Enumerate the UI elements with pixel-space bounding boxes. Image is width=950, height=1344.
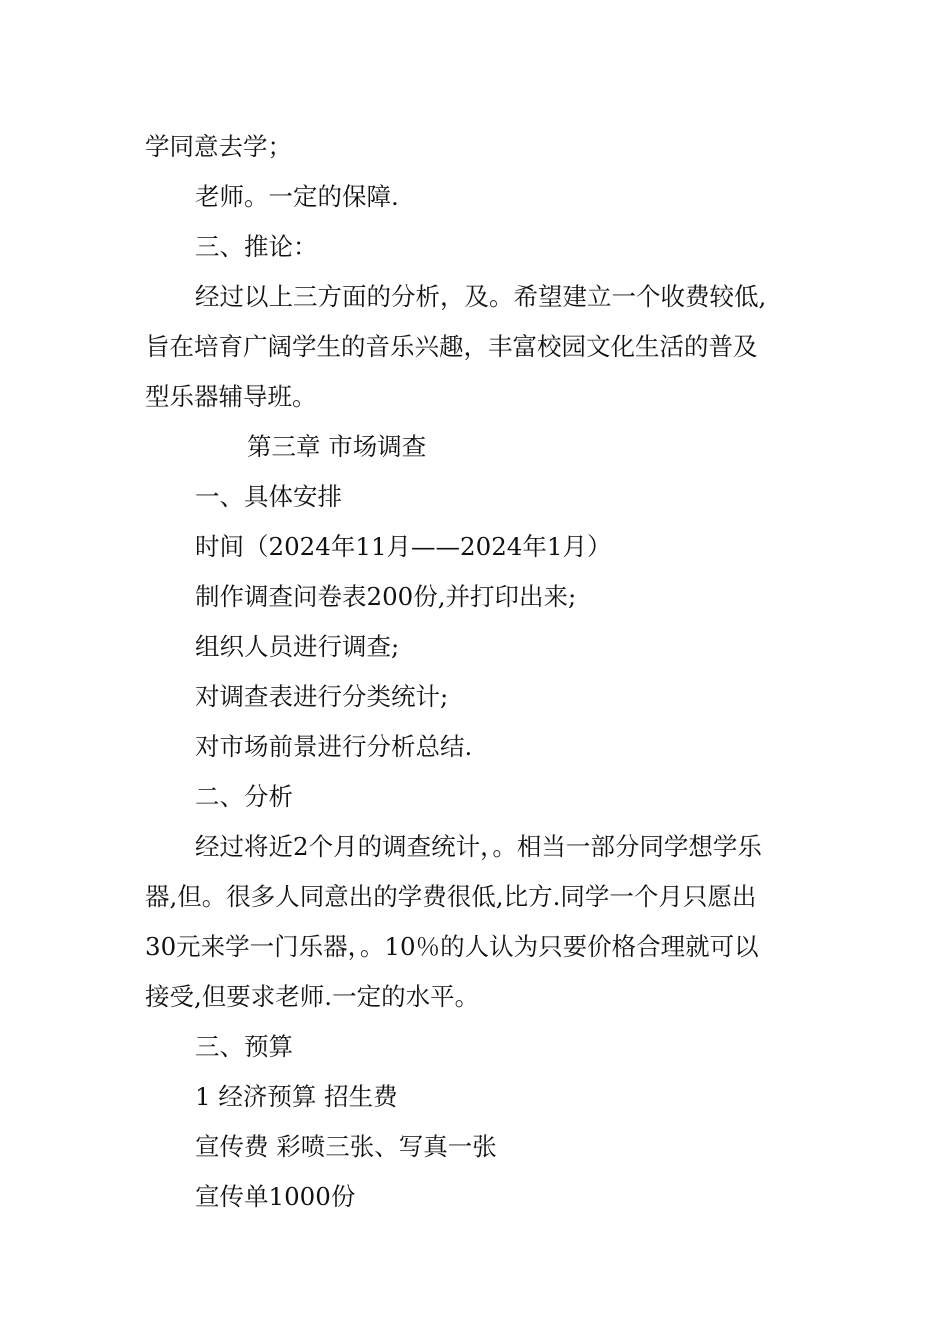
chapter-title: 第三章 市场调查: [247, 432, 427, 461]
text-line: 宣传费 彩喷三张、写真一张: [195, 1132, 497, 1161]
paragraph-line: 经过以上三方面的分析，及。希望建立一个收费较低,: [195, 282, 767, 311]
text-line: 1 经济预算 招生费: [195, 1082, 398, 1111]
section-heading: 一、具体安排: [195, 482, 342, 511]
paragraph-line: 接受,但要求老师.一定的水平。: [145, 982, 480, 1011]
paragraph-line: 器,但。很多人同意出的学费很低,比方.同学一个月只愿出: [145, 882, 757, 911]
section-heading: 三、推论：: [195, 232, 318, 261]
section-heading: 三、预算: [195, 1032, 293, 1061]
text-line: 对调查表进行分类统计;: [195, 682, 449, 711]
text-line: 时间（2024年11月——2024年1月）: [195, 532, 612, 561]
section-heading: 二、分析: [195, 782, 293, 811]
paragraph-line: 型乐器辅导班。: [145, 382, 317, 411]
paragraph-line: 30元来学一门乐器，。10％的人认为只要价格合理就可以: [145, 932, 759, 961]
paragraph-line: 旨在培育广阔学生的音乐兴趣，丰富校园文化生活的普及: [145, 332, 758, 361]
text-line: 对市场前景进行分析总结.: [195, 732, 473, 761]
paragraph-line: 经过将近2个月的调查统计，。相当一部分同学想学乐: [195, 832, 762, 861]
text-line: 组织人员进行调查;: [195, 632, 400, 661]
document-body: [145, 122, 810, 1222]
text-line: 宣传单1000份: [195, 1182, 356, 1211]
text-line: 老师。一定的保障.: [195, 182, 399, 211]
text-line: 制作调查问卷表200份,并打印出来;: [195, 582, 577, 611]
text-line: 学同意去学；: [145, 132, 292, 161]
